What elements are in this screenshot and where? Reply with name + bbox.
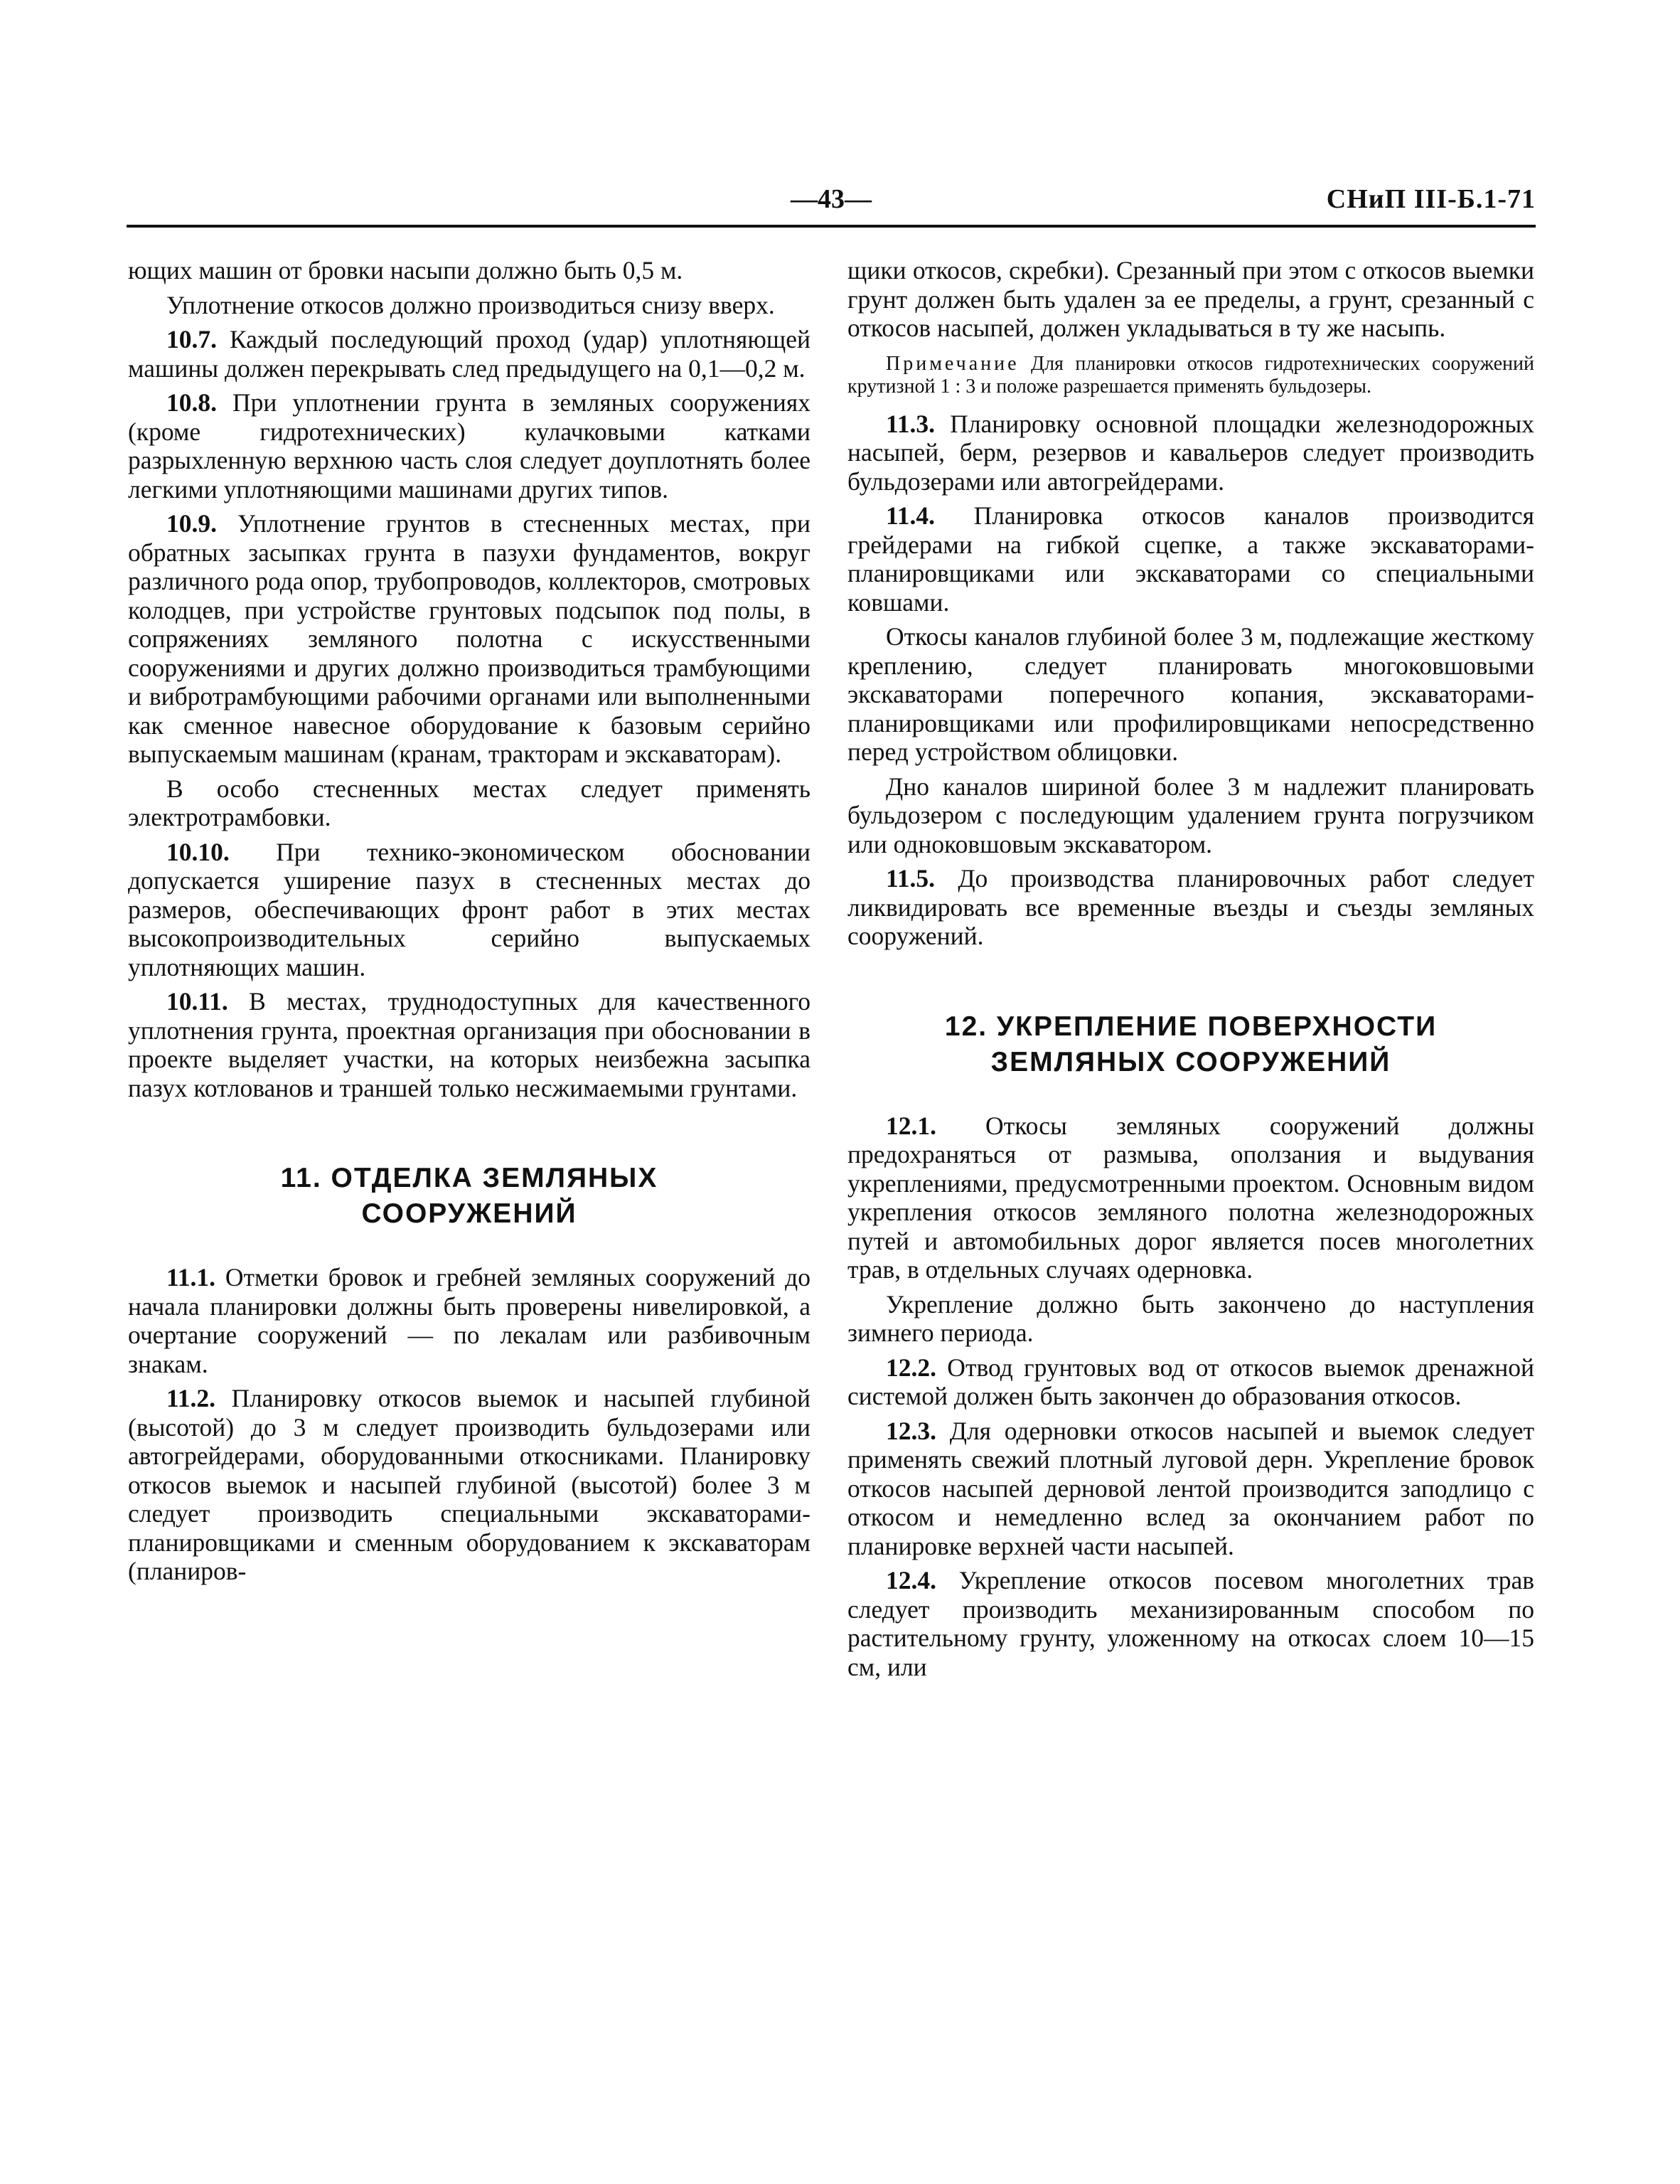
note [847,353,1534,398]
clause-text: Планировку откосов выемок и насыпей глубиной (высотой) до 3 м следует производить бульдозерами или автогрейдерами, оборудованными откосниками. Планировку откосов выемок и насыпей глубиной (высотой) более 3 м следует производить специальными экскаваторами-планировщиками и сменным оборудованием к экскаваторам (планиров- [128,1384,810,1585]
clause-text: При уплотнении грунта в земляных сооружениях (кроме гидротехнических) кулачковыми катками разрыхленную верхнюю часть слоя следует доуплотнять более легкими уплотняющими машинами других типов. [128,388,810,504]
clause-10-10 [128,838,810,982]
note-text: Для планировки откосов гидротехнических сооружений крутизной 1 : 3 и положе разрешается применять бульдозеры. [847,352,1534,398]
clause-text: Уплотнение грунтов в стесненных местах, при обратных засыпках грунта в пазухи фундаментов, вокруг различного рода опор, трубопроводов, коллекторов, смотровых колодцев, при устройстве грунтовых подсыпок под полы, в сопряжениях земляного полотна с искусственными сооружениями и других должно производиться трамбующими и вибротрамбующими рабочими органами или выполненными как сменное навесное оборудование к базовым серийно выпускаемым машинам (кранам, тракторам и экскаваторам). [128,509,810,768]
heading-line: СООРУЖЕНИЙ [361,1198,577,1229]
clause-text: Отвод грунтовых вод от откосов выемок дренажной системой должен быть закончен до образования откосов. [847,1353,1534,1410]
header-rule [127,225,1536,228]
clause-number: 12.4. [886,1566,936,1594]
clause-text: При технико-экономическом обосновании допускается уширение пазух в стесненных местах до размеров, обеспечивающих фронт работ в этих местах высокопроизводительных серийно выпускаемых уплотняющих машин. [128,837,810,981]
clause-number: 12.1. [886,1111,936,1140]
clause-10-7 [128,325,810,383]
clause-number: 11.4. [886,501,936,530]
clause-number: 10.10. [166,837,230,866]
page-header [127,178,1536,223]
clause-number: 10.7. [166,325,217,353]
clause-text: Планировку основной площадки железнодорожных насыпей, берм, резервов и кавальеров следует производить бульдозерами или автогрейдерами. [847,409,1534,496]
clause-number: 10.9. [166,509,217,538]
clause-text: В местах, труднодоступных для качественного уплотнения грунта, проектная организация при обосновании в проекте выделяет участки, на которых неизбежна засыпка пазух котлованов и траншей только несжимаемыми грунтами. [128,987,810,1102]
clause-number: 11.1. [166,1263,216,1291]
heading-line: 12. УКРЕПЛЕНИЕ ПОВЕРХНОСТИ [944,1011,1438,1042]
clause-12-2 [847,1353,1534,1411]
clause-text: Отметки бровок и гребней земляных сооружений до начала планировки должны быть проверены нивелировкой, а очертание сооружений — по лекалам или разбивочным знакам. [128,1263,810,1378]
section-heading-12 [847,1009,1534,1080]
page-number: —43— [791,184,872,214]
clause-number: 12.2. [886,1353,936,1382]
paragraph: щики откосов, скребки). Срезанный при этом с откосов выемки грунт должен быть удален за ее пределы, а грунт, срезанный с откосов насыпей, должен укладываться в ту же насыпь. [847,256,1534,342]
paragraph: Укрепление должно быть закончено до наступления зимнего периода. [847,1289,1534,1347]
paragraph: ющих машин от бровки насыпи должно быть 0,5 м. [128,256,683,284]
heading-line: 11. ОТДЕЛКА ЗЕМЛЯНЫХ [280,1163,658,1193]
clause-text: Планировка откосов каналов производится грейдерами на гибкой сцепке, а также экскаваторами-планировщиками или экскаваторами со специальными ковшами. [847,501,1534,617]
clause-number: 12.3. [886,1416,936,1445]
paragraph: Уплотнение откосов должно производиться снизу вверх. [166,290,775,319]
clause-11-5 [847,864,1534,951]
clause-text: Для одерновки откосов насыпей и выемок следует применять свежий плотный луговой дерн. Укрепление бровок откосов насыпей дерновой лентой производится заподлицо с откосом и немедленно вслед за окончанием работ по планировке верхней части насыпей. [847,1416,1534,1560]
clause-number: 10.8. [166,388,217,417]
clause-number: 11.2. [166,1384,216,1412]
clause-11-3 [847,410,1534,496]
clause-11-2 [128,1384,810,1586]
clause-11-1 [128,1263,810,1378]
clause-12-1 [847,1112,1534,1284]
paragraph: В особо стесненных местах следует применять электротрамбовки. [128,774,810,831]
clause-text: До производства планировочных работ следует ликвидировать все временные въезды и съезды земляных сооружений. [847,864,1534,950]
clause-12-3 [847,1417,1534,1561]
clause-text: Укрепление откосов посевом многолетних трав следует производить механизированным способом по растительному грунту, уложенному на откосах слоем 10—15 см, или [847,1566,1534,1681]
left-column [128,256,810,2119]
clause-10-8 [128,388,810,504]
clause-text: Откосы земляных сооружений должны предохраняться от размыва, оползания и выдувания укреплениями, предусмотренными проектом. Основным видом укрепления откосов земляного полотна железнодорожных путей и автомобильных дорог является посев многолетних трав, в отдельных случаях одерновка. [847,1111,1534,1284]
clause-text: Каждый последующий проход (удар) уплотняющей машины должен перекрывать след предыдущего на 0,1—0,2 м. [128,325,810,383]
paragraph: Дно каналов шириной более 3 м надлежит планировать бульдозером с последующим удалением грунта погрузчиком или одноковшовым экскаватором. [847,772,1534,858]
clause-number: 11.5. [886,864,936,893]
heading-line: ЗЕМЛЯНЫХ СООРУЖЕНИЙ [990,1046,1391,1077]
clause-10-9 [128,509,810,769]
clause-10-11 [128,987,810,1102]
clause-number: 10.11. [166,987,228,1016]
clause-12-4 [847,1566,1534,1681]
clause-number: 11.3. [886,409,936,438]
paragraph: Откосы каналов глубиной более 3 м, подлежащие жесткому креплению, следует планировать многоковшовыми экскаваторами поперечного копания, экскаваторами-планировщиками или профилировщиками непосредственно перед устройством облицовки. [847,622,1534,766]
note-title: Примечание [886,352,1020,375]
document-code: СНиП III-Б.1-71 [1326,184,1536,214]
right-column [847,256,1534,2119]
clause-11-4 [847,501,1534,617]
section-heading-11 [128,1161,810,1232]
